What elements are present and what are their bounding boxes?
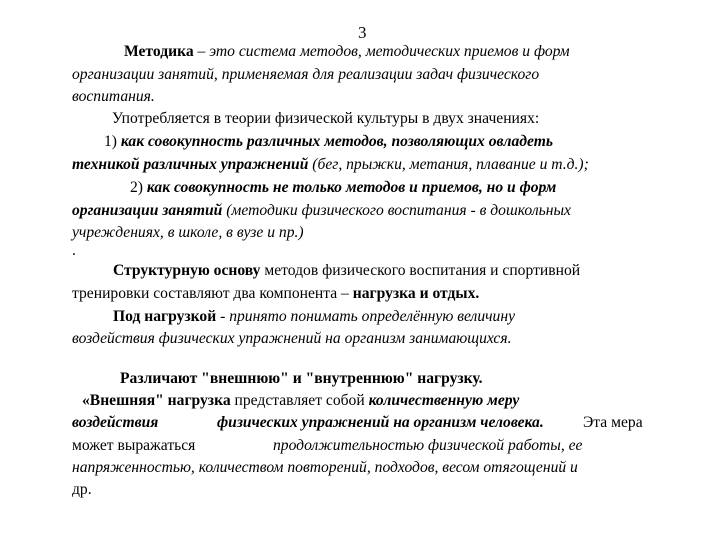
external-duration: продолжительностью физической работы, ее [273, 437, 583, 454]
usage-item-2-line-2 [72, 202, 571, 220]
external-line-2 [72, 414, 643, 432]
usage-item-2-bold: организации занятий [72, 202, 223, 219]
structure-components: нагрузка и отдых. [352, 285, 480, 302]
external-line-5: др. [72, 481, 92, 498]
types-heading: Различают "внешнюю" и "внутреннюю" нагрузку. [120, 370, 483, 387]
usage-item-1-bold: техникой различных упражнений [72, 156, 309, 173]
external-impact: воздействия [72, 414, 159, 431]
definition-line-3: воспитания. [72, 88, 155, 105]
structure-term: Структурную основу [113, 262, 261, 279]
load-text: - принято понимать определённую величину [216, 308, 516, 325]
usage-item-1-line-2 [72, 156, 589, 174]
usage-item-2-number: 2) [130, 179, 147, 196]
structure-line-2 [72, 285, 479, 303]
definition-line-2: организации занятий, применяемая для реализации задач физического [72, 66, 540, 83]
external-measure: количественную меру [368, 392, 520, 409]
external-text-1: представляет собой [230, 392, 369, 409]
load-term: Под нагрузкой [113, 308, 217, 325]
structure-text: методов физического воспитания и спортивной [260, 262, 581, 279]
definition-line-1 [124, 43, 570, 61]
usage-item-1-text: как совокупность различных методов, позволяющих овладеть [120, 133, 554, 150]
page-number: 3 [358, 23, 367, 42]
external-expressed: может выражаться [72, 437, 196, 454]
usage-intro: Употребляется в теории физической культуры в двух значениях: [112, 110, 540, 127]
external-exercises: физических упражнений на организм человека. [217, 414, 544, 431]
structure-text-2: тренировки составляют два компонента – [72, 285, 353, 302]
usage-item-2-text: как совокупность не только методов и приемов, но и форм [146, 179, 557, 196]
external-line-1 [82, 392, 519, 410]
definition-term: Методика [124, 43, 194, 60]
structure-line-1 [113, 262, 580, 280]
separator-dot: . [72, 242, 76, 259]
external-line-3 [72, 437, 583, 455]
usage-item-1-line-1 [104, 133, 553, 151]
usage-item-2-rest: (методики физического воспитания - в дошкольных [222, 202, 571, 219]
usage-item-1-rest: (бег, прыжки, метания, плавание и т.д.); [308, 156, 589, 173]
usage-item-2-line-3: учреждениях, в школе, в вузе и пр.) [72, 224, 304, 241]
external-term: «Внешняя" нагрузка [82, 392, 231, 409]
external-line-4: напряженностью, количеством повторений, подходов, весом отягощений и [72, 459, 578, 476]
definition-text: – это система методов, методических приемов и форм [193, 43, 570, 60]
external-text-2: Эта мера [583, 414, 643, 431]
load-line-2: воздействия физических упражнений на организм занимающихся. [72, 330, 512, 347]
usage-item-2-line-1 [130, 179, 556, 197]
usage-item-1-number: 1) [104, 133, 121, 150]
load-line-1 [113, 308, 515, 326]
